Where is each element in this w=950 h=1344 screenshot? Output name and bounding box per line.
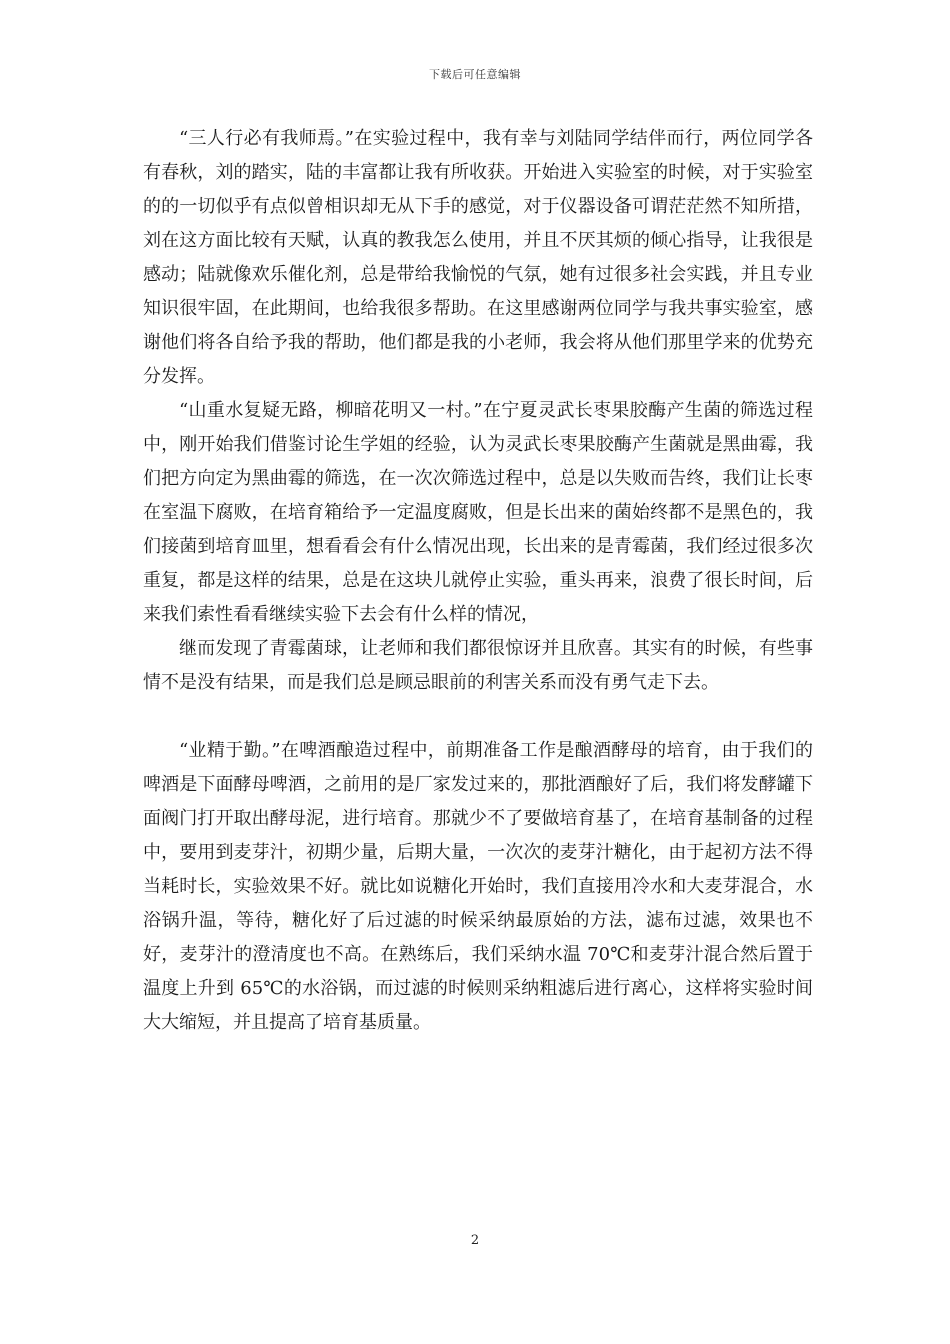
document-body xyxy=(143,122,813,1040)
page-number: 2 xyxy=(470,1233,480,1248)
paragraph-discovery: 继而发现了青霉菌球，让老师和我们都很惊讶并且欣喜。其实有的时候，有些事情不是没有结果，而是我们总是顾忌眼前的利害关系而没有勇气走下去。 xyxy=(143,638,813,693)
paragraph-brewing: “业精于勤。”在啤酒酿造过程中，前期准备工作是酿酒酵母的培育，由于我们的啤酒是下面酵母啤酒，之前用的是厂家发过来的，那批酒酿好了后，我们将发酵罐下面阀门打开取出酵母泥，进行培育。那就少不了要做培育基了，在培育基制备的过程中，要用到麦芽汁，初期少量，后期大量，一次次的麦芽汁糖化，由于起初方法不得当耗时长，实验效果不好。就比如说糖化开始时，我们直接用冷水和大麦芽混合，水浴锅升温，等待，糖化好了后过滤的时候采纳最原始的方法，滤布过滤，效果也不好，麦芽汁的澄清度也不高。在熟练后，我们采纳水温 70℃和麦芽汁混合然后置于温度上升到 65℃的水浴锅，而过滤的时候则采纳粗滤后进行离心，这样将实验时间大大缩短，并且提高了培育基质量。 xyxy=(143,740,813,1033)
paragraph-strain-screening: “山重水复疑无路，柳暗花明又一村。”在宁夏灵武长枣果胶酶产生菌的筛选过程中，刚开始我们借鉴讨论生学姐的经验，认为灵武长枣果胶酶产生菌就是黑曲霉，我们把方向定为黑曲霉的筛选，在一次次筛选过程中，总是以失败而告终，我们让长枣在室温下腐败，在培育箱给予一定温度腐败，但是长出来的菌始终都不是黑色的，我们接菌到培育皿里，想看看会有什么情况出现，长出来的是青霉菌，我们经过很多次重复，都是这样的结果，总是在这块儿就停止实验，重头再来，浪费了很长时间，后来我们索性看看继续实验下去会有什么样的情况， xyxy=(143,400,813,625)
page-header: 下载后可任意编辑 xyxy=(429,68,521,81)
paragraph-teammates: “三人行必有我师焉。”在实验过程中，我有幸与刘陆同学结伴而行，两位同学各有春秋，刘的踏实，陆的丰富都让我有所收获。开始进入实验室的时候，对于实验室的的一切似乎有点似曾相识却无从下手的感觉，对于仪器设备可谓茫茫然不知所措，刘在这方面比较有天赋，认真的教我怎么使用，并且不厌其烦的倾心指导，让我很是感动；陆就像欢乐催化剂，总是带给我愉悦的气氛，她有过很多社会实践，并且专业知识很牢固，在此期间，也给我很多帮助。在这里感谢两位同学与我共事实验室，感谢他们将各自给予我的帮助，他们都是我的小老师，我会将从他们那里学来的优势充分发挥。 xyxy=(143,128,813,387)
